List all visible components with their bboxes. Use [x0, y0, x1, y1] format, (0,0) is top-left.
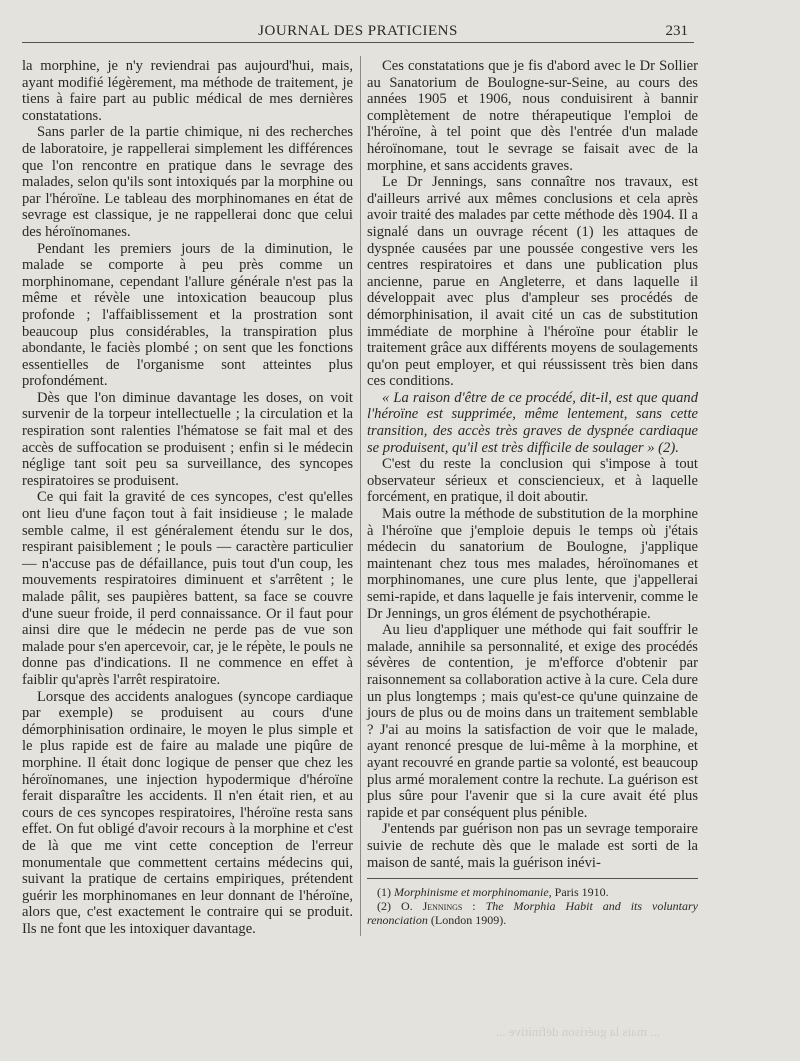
footnote-marker: (2): [377, 899, 391, 914]
footnote-2: [367, 899, 698, 927]
paragraph: Mais outre la méthode de substitution de la morphine à l'héroïne que j'emploie depuis le temps où j'étais médecin du sanatorium de Boulogne, j'applique maintenant chez tous mes malades, héroïnomanes et morphinomanes, une cure plus lente, que j'appellerai semi-rapide, et dans laquelle je fais intervenir, comme le Dr Jennings, un gros élément de psychothérapie.: [367, 506, 698, 622]
paragraph: Dès que l'on diminue davantage les doses, on voit survenir de la torpeur intellectuelle ; la circulation et la respiration sont ralenties l'hématose se fait mal et des accès de suffocation se produisent ; enfin si le médecin néglige tant soit peu sa surveillance, des syncopes respiratoires se produisent.: [22, 389, 353, 489]
quotation: « La raison d'être de ce procédé, dit-il, est que quand l'héroïne est supprimée, même lentement, sans cette transition, des accès très graves de dyspnée cardiaque se produisent, qu'il est très difficile de soulager » (2).: [367, 389, 698, 456]
page-number: 231: [665, 23, 688, 39]
footnote-separator: [367, 878, 698, 879]
paragraph: Au lieu d'appliquer une méthode qui fait souffrir le malade, annihile sa personnalité, et exige des procédés sévères de contention, je m'efforce d'obtenir par raisonnement sa collaboration active à la cure. Cela dure un plus longtemps ; mais qu'est-ce qu'une quinzaine de jours de plus ou de moins dans un traitement semblable ? J'ai au moins la satisfaction de voir que le malade, ayant renoncé presque de lui-même à la morphine, et ayant recouvré en grande partie sa volonté, est beaucoup plus armé moralement contre la rechute. La guérison est plus sûre pour l'avenir que si la cure avait été plus rapide et par conséquent plus pénible.: [367, 622, 698, 821]
footnote-marker: (1): [377, 885, 391, 900]
bleed-through-text: ... mais la guérison définitive ...: [495, 1024, 660, 1039]
page-header: [22, 20, 694, 43]
footnote-rest: (London 1909).: [430, 913, 507, 928]
paragraph: Ce qui fait la gravité de ces syncopes, c'est qu'elles ont lieu d'une façon tout à fait insidieuse ; le malade semble calme, il est généralement étendu sur le dos, respirant paisiblement ; le pouls — caractère particulier — n'accuse pas de défaillance, puis tout d'un coup, les mouvements respiratoires diminuent et s'arrêtent ; le malade pâlit, ses paupières battent, sa face se couvre d'une sueur froide, il perd connaissance. Or il faut pour ainsi dire que le médecin ne perde pas de vue son malade pour s'en apercevoir, car, je le répète, le pouls ne donne pas d'indications. Il ne commence en effet à faiblir qu'après l'arrêt respiratoire.: [22, 489, 353, 688]
paragraph: Le Dr Jennings, sans connaître nos travaux, est d'ailleurs arrivé aux mêmes conclusions et cela après avoir traité des malades par cette méthode dès 1904. Il a signalé dans un ouvrage récent (1) les attaques de dyspnée causées par une poussée congestive vers les centres respiratoires et dans une publication plus ancienne, parue en Angleterre, et dans laquelle il développait avec plus d'ampleur ses procédés de démorphinisation, il avait cité un cas de substitution immédiate de morphine à l'héroïne pour établir le traitement grâce aux différents moyens de soulagements qu'on peut employer, et qui réussissent très bien dans ces conditions.: [367, 174, 698, 390]
paragraph: Pendant les premiers jours de la diminution, le malade se comporte à peu près comme un morphinomane, cependant l'allure générale n'est pas la même et révèle une intoxication beaucoup plus profonde ; l'affaiblissement et la prostration sont beaucoup plus considérables, la transpiration plus abondante, le faciès plombé ; on sent que les fonctions essentielles de l'organisme sont atteintes plus profondément.: [22, 240, 353, 390]
paragraph: Lorsque des accidents analogues (syncope cardiaque par exemple) se produisent au cours d'une démorphinisation ordinaire, le moyen le plus simple et le plus rapide est de faire au malade une piqûre de morphine. Il était donc logique de penser que chez les héroïnomanes, une injection hypodermique d'héroïne ferait disparaître les accidents. Il n'en était rien, et au cours de ces syncopes respiratoires, l'héroïne resta sans effet. On fut obligé d'avoir recours à la morphine et c'est de là que me vint cette conception de l'erreur monumentale que commettent certains médecins qui, suivant la pratique de certains empiriques, prétendent guérir les morphinomanes en leur donnant de l'héroïne, alors que, c'est exactement le contraire qui se produit. Ils ne font que les intoxiquer davantage.: [22, 688, 353, 937]
footnote-1: [367, 885, 698, 899]
running-title: JOURNAL DES PRATICIENS: [258, 23, 458, 39]
footnote-title: The Morphia Habit and its voluntary renonciation: [367, 899, 699, 928]
footnote-rest: Paris 1910.: [554, 885, 609, 900]
column-divider: [360, 56, 361, 936]
paragraph: J'entends par guérison non pas un sevrage temporaire suivie de rechute dès que le malade est sorti de la maison de santé, mais la guérison inévi-: [367, 821, 698, 871]
left-column: [22, 58, 353, 937]
paragraph: Sans parler de la partie chimique, ni des recherches de laboratoire, je rappellerai simplement les différences que l'on rencontre en pratique dans le sevrage des malades, selon qu'ils sont intoxiqués par la morphine ou par l'héroïne. Le tableau des morphinomanes en état de sevrage est classique, je ne rappellerai donc que celui des héroïnomanes.: [22, 124, 353, 240]
paragraph: Ces constatations que je fis d'abord avec le Dr Sollier au Sanatorium de Boulogne-sur-Seine, au cours des années 1905 et 1906, nous conduisirent à bannir complètement de notre thérapeutique l'emploi de l'héroïne, à tel point que dès l'entrée d'un malade héroïnomane, tout le sevrage se faisait avec de la morphine, et sans accidents graves.: [367, 58, 698, 174]
paragraph: la morphine, je n'y reviendrai pas aujourd'hui, mais, ayant modifié légèrement, ma méthode de traitement, je tiens à faire part au public médical de mes dernières constatations.: [22, 58, 353, 124]
paragraph: C'est du reste la conclusion qui s'impose à tout observateur sérieux et consciencieux, et à laquelle forcément, en pratique, il doit aboutir.: [367, 456, 698, 506]
footnote-author: O. Jennings :: [400, 899, 476, 914]
footnote-title: Morphinisme et morphinomanie,: [394, 885, 552, 900]
right-column: [367, 58, 698, 927]
